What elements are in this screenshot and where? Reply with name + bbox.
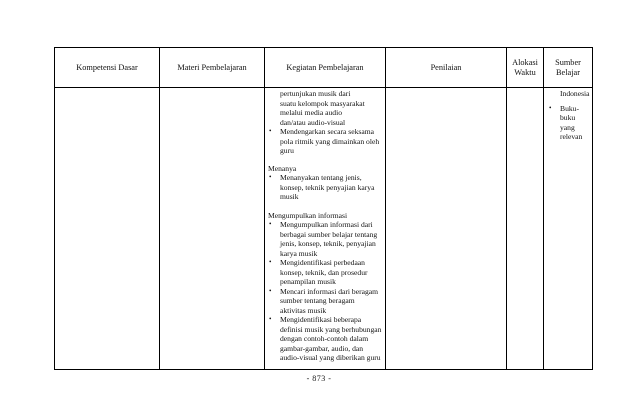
cell-penilaian	[386, 88, 507, 370]
cell-kompetensi-dasar	[55, 88, 160, 370]
bullet-icon: •	[269, 127, 272, 135]
continuation-line: dan/atau audio-visual	[280, 117, 346, 127]
continuation-line: suatu kelompok masyarakat	[280, 98, 365, 108]
list-item	[268, 173, 382, 202]
list-item	[548, 104, 589, 142]
continuation-line: pertunjukan musik dari	[280, 89, 351, 98]
table-row	[55, 88, 593, 370]
list-item	[268, 220, 382, 258]
cell-materi-pembelajaran	[160, 88, 265, 370]
page-number: - 873 -	[306, 374, 332, 383]
list-item	[268, 287, 382, 316]
sumber-continuation: Indonesia	[560, 89, 590, 98]
cell-alokasi-waktu	[507, 88, 544, 370]
sumber-content	[544, 88, 592, 142]
list-item-text: Buku-buku yang relevan	[560, 103, 583, 141]
list-item-text: Menanyakan tentang jenis, konsep, teknik penyajian karya musik	[280, 173, 375, 201]
list-item	[268, 127, 382, 156]
list-item	[268, 315, 382, 363]
mengumpulkan-list	[268, 220, 382, 363]
header-alokasi-line1: Alokasi	[512, 57, 538, 67]
bullet-icon: •	[269, 315, 272, 323]
header-alokasi-line2: Waktu	[514, 67, 536, 77]
bullet-icon: •	[269, 286, 272, 295]
header-sumber-belajar: Sumber Belajar	[544, 48, 593, 88]
continuation-line: melalui media audio	[280, 108, 342, 117]
header-materi-pembelajaran: Materi Pembelajaran	[160, 48, 265, 88]
section-heading-menanya: Menanya	[268, 163, 297, 173]
header-kegiatan-pembelajaran: Kegiatan Pembelajaran	[265, 48, 386, 88]
lesson-plan-table	[54, 47, 593, 370]
sumber-list	[548, 104, 589, 142]
header-alokasi-waktu	[507, 48, 544, 88]
kegiatan-content	[265, 88, 385, 363]
menanya-list	[268, 173, 382, 202]
list-item-text: Mendengarkan secara seksama pola ritmik yang dimainkan oleh guru	[280, 127, 380, 155]
bullet-icon: •	[549, 103, 552, 112]
intro-list	[268, 127, 382, 156]
list-item-text: Mengidentifikasi beberapa definisi musik yang berhubungan dengan contoh-contoh dalam gambar-gambar, audio, dan audio-visual yang diberikan guru	[280, 315, 382, 362]
cell-sumber-belajar	[544, 88, 593, 370]
list-item-text: Mengidentifikasi perbedaan konsep, teknik, dan prosedur penampilan musik	[280, 258, 368, 286]
header-kompetensi-dasar: Kompetensi Dasar	[55, 48, 160, 88]
list-item-text: Mengumpulkan informasi dari berbagai sumber belajar tentang jenis, konsep, teknik, penyajian karya musik	[280, 220, 378, 258]
bullet-icon: •	[269, 173, 272, 181]
cell-kegiatan-pembelajaran	[265, 88, 386, 370]
list-item-text: Mencari informasi dari beragam sumber tentang beragam aktivitas musik	[280, 286, 379, 315]
section-heading-mengumpulkan: Mengumpulkan informasi	[268, 210, 348, 220]
bullet-icon: •	[269, 220, 272, 228]
list-item	[268, 258, 382, 287]
bullet-icon: •	[269, 258, 272, 266]
table-header-row	[55, 48, 593, 88]
header-penilaian: Penilaian	[386, 48, 507, 88]
